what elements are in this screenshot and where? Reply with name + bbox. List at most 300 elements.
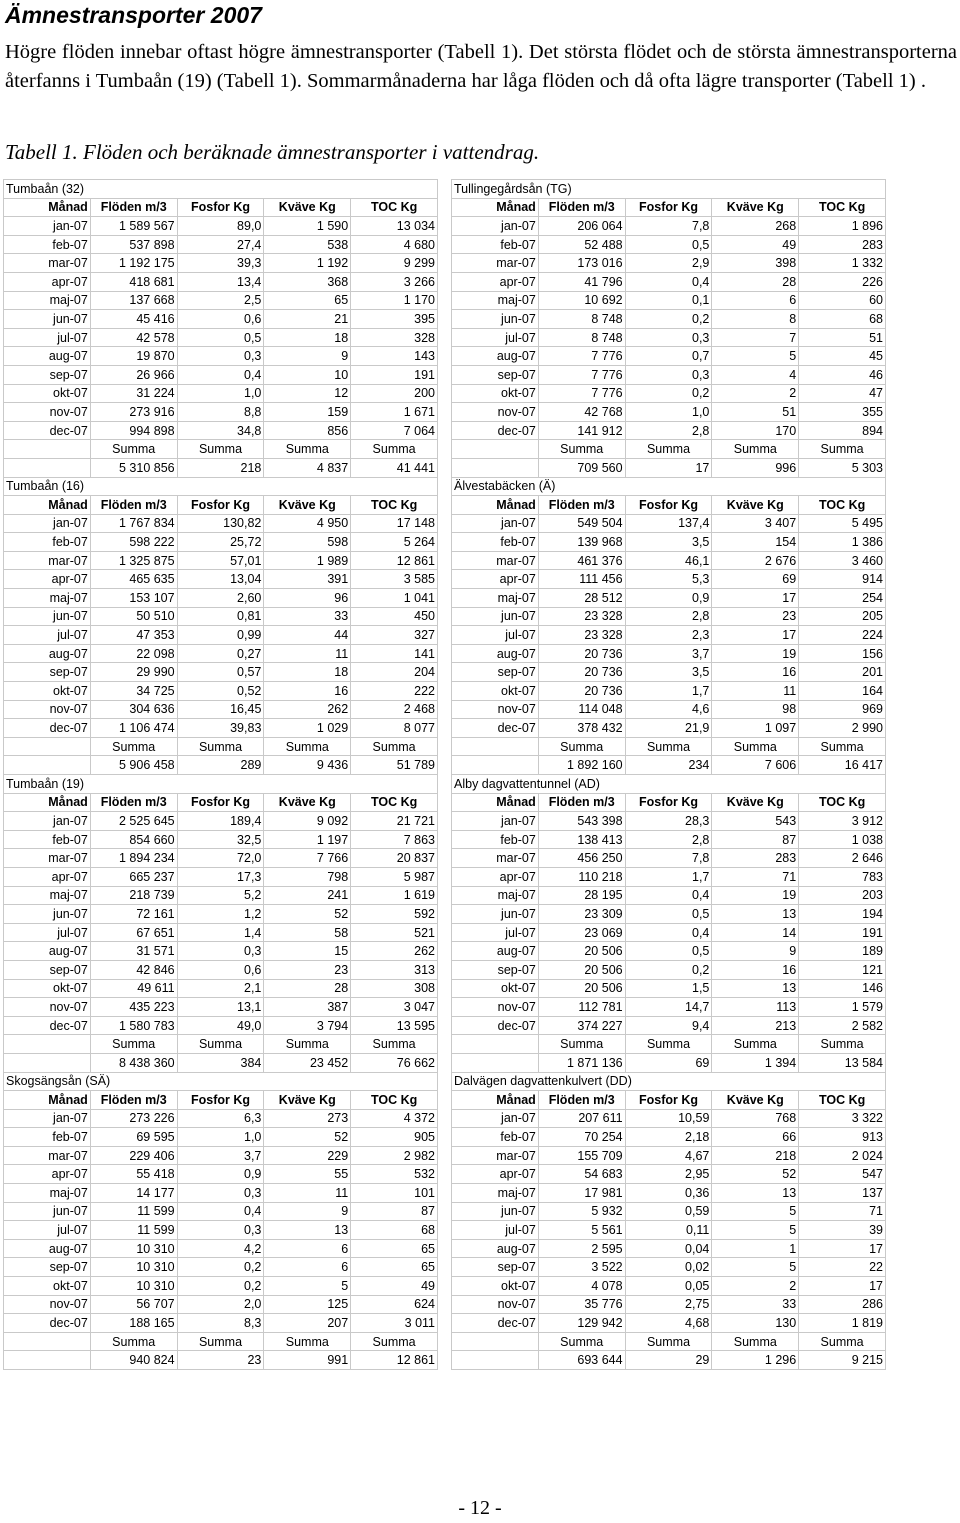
totals-row [452, 1351, 886, 1370]
summa-label: Summa [264, 737, 351, 756]
month-cell: maj-07 [4, 1184, 91, 1203]
value-cell: 27,4 [177, 235, 264, 254]
value-cell: 18 [264, 328, 351, 347]
value-cell: 229 [264, 1146, 351, 1165]
table-row [452, 905, 886, 924]
value-cell: 3 522 [538, 1258, 625, 1277]
value-cell: 4,68 [625, 1314, 712, 1333]
value-cell: 0,9 [177, 1165, 264, 1184]
table-title-row [4, 1072, 438, 1091]
value-cell: 2,9 [625, 254, 712, 273]
month-cell: jun-07 [452, 1202, 539, 1221]
table-row [4, 1239, 438, 1258]
value-cell: 42 846 [90, 960, 177, 979]
column-header: TOC Kg [351, 793, 438, 812]
value-cell: 0,4 [625, 272, 712, 291]
value-cell: 1 619 [351, 886, 438, 905]
table-row [4, 942, 438, 961]
value-cell: 2,8 [625, 421, 712, 440]
table-row [452, 923, 886, 942]
value-cell: 20 736 [538, 682, 625, 701]
value-cell: 4 950 [264, 514, 351, 533]
value-cell: 1,7 [625, 867, 712, 886]
month-cell: feb-07 [4, 1128, 91, 1147]
total-cell: 12 861 [351, 1351, 438, 1370]
total-cell: 996 [712, 458, 799, 477]
value-cell: 327 [351, 626, 438, 645]
table-row [4, 1221, 438, 1240]
month-cell: dec-07 [452, 1314, 539, 1333]
value-cell: 57,01 [177, 551, 264, 570]
value-cell: 0,5 [625, 235, 712, 254]
value-cell: 98 [712, 700, 799, 719]
value-cell: 450 [351, 607, 438, 626]
column-header: Flöden m/3 [90, 793, 177, 812]
table-row [4, 1258, 438, 1277]
month-cell: jan-07 [4, 1109, 91, 1128]
month-cell: apr-07 [452, 1165, 539, 1184]
value-cell: 17 981 [538, 1184, 625, 1203]
value-cell: 16 [712, 960, 799, 979]
summa-label: Summa [90, 1332, 177, 1351]
empty-cell [4, 756, 91, 775]
value-cell: 28 512 [538, 589, 625, 608]
summa-label: Summa [538, 1035, 625, 1054]
value-cell: 3 407 [712, 514, 799, 533]
column-header: Fosfor Kg [177, 496, 264, 515]
value-cell: 2 582 [799, 1016, 886, 1035]
summa-label: Summa [90, 737, 177, 756]
value-cell: 52 488 [538, 235, 625, 254]
value-cell: 798 [264, 867, 351, 886]
value-cell: 2,75 [625, 1295, 712, 1314]
value-cell: 5 264 [351, 533, 438, 552]
month-cell: okt-07 [452, 979, 539, 998]
value-cell: 22 [799, 1258, 886, 1277]
value-cell: 58 [264, 923, 351, 942]
value-cell: 2,3 [625, 626, 712, 645]
summa-label-row [4, 1035, 438, 1054]
value-cell: 173 016 [538, 254, 625, 273]
value-cell: 16,45 [177, 700, 264, 719]
table-row [452, 570, 886, 589]
value-cell: 3,7 [625, 644, 712, 663]
month-cell: jan-07 [4, 812, 91, 831]
value-cell: 4 078 [538, 1277, 625, 1296]
month-cell: feb-07 [4, 830, 91, 849]
table-row [452, 1239, 886, 1258]
table-row [452, 998, 886, 1017]
table-row [4, 347, 438, 366]
empty-cell [4, 1035, 91, 1054]
value-cell: 6,3 [177, 1109, 264, 1128]
value-cell: 21,9 [625, 719, 712, 738]
value-cell: 8 748 [538, 310, 625, 329]
value-cell: 286 [799, 1295, 886, 1314]
value-cell: 137,4 [625, 514, 712, 533]
value-cell: 1,0 [177, 1128, 264, 1147]
value-cell: 4 [712, 365, 799, 384]
value-cell: 0,5 [625, 905, 712, 924]
column-header: Kväve Kg [712, 496, 799, 515]
value-cell: 20 736 [538, 644, 625, 663]
header-row [452, 1091, 886, 1110]
value-cell: 0,99 [177, 626, 264, 645]
value-cell: 207 [264, 1314, 351, 1333]
summa-label-row [452, 1035, 886, 1054]
value-cell: 3 011 [351, 1314, 438, 1333]
value-cell: 9 [264, 1202, 351, 1221]
value-cell: 1,2 [177, 905, 264, 924]
value-cell: 10,59 [625, 1109, 712, 1128]
value-cell: 532 [351, 1165, 438, 1184]
value-cell: 39 [799, 1221, 886, 1240]
table-title: Tumbaån (32) [4, 180, 438, 199]
value-cell: 592 [351, 905, 438, 924]
total-cell: 289 [177, 756, 264, 775]
month-cell: apr-07 [452, 867, 539, 886]
value-cell: 52 [264, 905, 351, 924]
value-cell: 854 660 [90, 830, 177, 849]
month-cell: sep-07 [452, 1258, 539, 1277]
empty-cell [4, 1332, 91, 1351]
value-cell: 0,2 [625, 960, 712, 979]
value-cell: 17 [799, 1239, 886, 1258]
table-title: Skogsängsån (SÄ) [4, 1072, 438, 1091]
table-row [4, 960, 438, 979]
summa-label: Summa [177, 1332, 264, 1351]
table-title: Älvestabäcken (Ä) [452, 477, 886, 496]
value-cell: 114 048 [538, 700, 625, 719]
month-cell: mar-07 [4, 849, 91, 868]
value-cell: 19 [712, 886, 799, 905]
value-cell: 856 [264, 421, 351, 440]
value-cell: 2,60 [177, 589, 264, 608]
column-header: Fosfor Kg [625, 496, 712, 515]
value-cell: 224 [799, 626, 886, 645]
value-cell: 12 [264, 384, 351, 403]
value-cell: 129 942 [538, 1314, 625, 1333]
value-cell: 7 776 [538, 347, 625, 366]
value-cell: 768 [712, 1109, 799, 1128]
value-cell: 26 966 [90, 365, 177, 384]
month-cell: jan-07 [452, 812, 539, 831]
value-cell: 156 [799, 644, 886, 663]
month-cell: aug-07 [452, 347, 539, 366]
month-cell: mar-07 [4, 1146, 91, 1165]
table-row [4, 719, 438, 738]
value-cell: 23 [264, 960, 351, 979]
value-cell: 2,95 [625, 1165, 712, 1184]
table-row [4, 867, 438, 886]
table-row [452, 1184, 886, 1203]
value-cell: 1 894 234 [90, 849, 177, 868]
value-cell: 0,57 [177, 663, 264, 682]
totals-row [452, 458, 886, 477]
header-row [452, 793, 886, 812]
value-cell: 154 [712, 533, 799, 552]
value-cell: 4,2 [177, 1239, 264, 1258]
month-cell: jul-07 [452, 923, 539, 942]
month-cell: aug-07 [452, 644, 539, 663]
totals-row [452, 756, 886, 775]
value-cell: 33 [712, 1295, 799, 1314]
table-row [4, 533, 438, 552]
value-cell: 11 [712, 682, 799, 701]
summa-label-row [452, 737, 886, 756]
table-row [4, 849, 438, 868]
value-cell: 5,3 [625, 570, 712, 589]
column-header: Månad [4, 496, 91, 515]
month-cell: nov-07 [452, 700, 539, 719]
value-cell: 20 837 [351, 849, 438, 868]
value-cell: 1,5 [625, 979, 712, 998]
value-cell: 0,9 [625, 589, 712, 608]
value-cell: 969 [799, 700, 886, 719]
table-row [4, 979, 438, 998]
value-cell: 20 506 [538, 979, 625, 998]
value-cell: 1 589 567 [90, 217, 177, 236]
table-row [452, 663, 886, 682]
value-cell: 7,8 [625, 849, 712, 868]
empty-cell [452, 1053, 539, 1072]
table-row [452, 272, 886, 291]
value-cell: 23 069 [538, 923, 625, 942]
value-cell: 13,04 [177, 570, 264, 589]
value-cell: 1 580 783 [90, 1016, 177, 1035]
total-cell: 9 215 [799, 1351, 886, 1370]
value-cell: 395 [351, 310, 438, 329]
total-cell: 23 452 [264, 1053, 351, 1072]
table-row [452, 310, 886, 329]
value-cell: 7 776 [538, 384, 625, 403]
table-row [4, 514, 438, 533]
total-cell: 709 560 [538, 458, 625, 477]
value-cell: 0,3 [625, 328, 712, 347]
table-title: Tumbaån (19) [4, 775, 438, 794]
value-cell: 398 [712, 254, 799, 273]
value-cell: 1 896 [799, 217, 886, 236]
value-cell: 0,1 [625, 291, 712, 310]
table-row [452, 384, 886, 403]
month-cell: feb-07 [452, 1128, 539, 1147]
month-cell: maj-07 [4, 291, 91, 310]
empty-cell [452, 440, 539, 459]
month-cell: jan-07 [4, 514, 91, 533]
value-cell: 13 034 [351, 217, 438, 236]
value-cell: 201 [799, 663, 886, 682]
month-cell: jun-07 [452, 310, 539, 329]
value-cell: 0,59 [625, 1202, 712, 1221]
month-cell: jul-07 [4, 626, 91, 645]
value-cell: 112 781 [538, 998, 625, 1017]
table-title-row [4, 477, 438, 496]
value-cell: 12 861 [351, 551, 438, 570]
value-cell: 46 [799, 365, 886, 384]
value-cell: 6 [264, 1258, 351, 1277]
value-cell: 1 [712, 1239, 799, 1258]
value-cell: 137 [799, 1184, 886, 1203]
value-cell: 218 739 [90, 886, 177, 905]
value-cell: 1 097 [712, 719, 799, 738]
value-cell: 47 353 [90, 626, 177, 645]
column-header: TOC Kg [799, 1091, 886, 1110]
summa-label: Summa [90, 440, 177, 459]
value-cell: 11 [264, 1184, 351, 1203]
value-cell: 23 309 [538, 905, 625, 924]
empty-cell [452, 756, 539, 775]
value-cell: 28,3 [625, 812, 712, 831]
value-cell: 68 [351, 1221, 438, 1240]
month-cell: nov-07 [4, 1295, 91, 1314]
value-cell: 203 [799, 886, 886, 905]
month-cell: nov-07 [452, 1295, 539, 1314]
value-cell: 268 [712, 217, 799, 236]
header-row [4, 496, 438, 515]
month-cell: jan-07 [452, 217, 539, 236]
table-row [4, 1184, 438, 1203]
column-header: Fosfor Kg [625, 1091, 712, 1110]
table-row [4, 812, 438, 831]
month-cell: aug-07 [452, 1239, 539, 1258]
table-row [4, 310, 438, 329]
value-cell: 10 310 [90, 1258, 177, 1277]
value-cell: 1 579 [799, 998, 886, 1017]
month-cell: aug-07 [452, 942, 539, 961]
value-cell: 2,1 [177, 979, 264, 998]
value-cell: 1 170 [351, 291, 438, 310]
value-cell: 65 [351, 1239, 438, 1258]
value-cell: 598 [264, 533, 351, 552]
value-cell: 1 989 [264, 551, 351, 570]
table-row [452, 1128, 886, 1147]
value-cell: 44 [264, 626, 351, 645]
table-row [4, 607, 438, 626]
table-row [452, 1202, 886, 1221]
table-row [452, 1295, 886, 1314]
value-cell: 1,7 [625, 682, 712, 701]
column-header: TOC Kg [799, 793, 886, 812]
total-cell: 1 394 [712, 1053, 799, 1072]
table-row [4, 905, 438, 924]
value-cell: 23 [712, 607, 799, 626]
value-cell: 34 725 [90, 682, 177, 701]
month-cell: jan-07 [452, 514, 539, 533]
header-row [452, 198, 886, 217]
column-header: TOC Kg [351, 1091, 438, 1110]
column-header: Kväve Kg [264, 1091, 351, 1110]
value-cell: 14 177 [90, 1184, 177, 1203]
value-cell: 1 325 875 [90, 551, 177, 570]
total-cell: 218 [177, 458, 264, 477]
value-cell: 1,0 [625, 403, 712, 422]
table-row [4, 551, 438, 570]
value-cell: 2 676 [712, 551, 799, 570]
month-cell: dec-07 [452, 719, 539, 738]
value-cell: 465 635 [90, 570, 177, 589]
total-cell: 51 789 [351, 756, 438, 775]
table-row [4, 1295, 438, 1314]
value-cell: 543 [712, 812, 799, 831]
column-header: Månad [452, 1091, 539, 1110]
summa-label: Summa [538, 737, 625, 756]
value-cell: 391 [264, 570, 351, 589]
totals-row [4, 1351, 438, 1370]
value-cell: 0,4 [625, 923, 712, 942]
total-cell: 4 837 [264, 458, 351, 477]
value-cell: 7 766 [264, 849, 351, 868]
value-cell: 6 [264, 1239, 351, 1258]
summa-label: Summa [177, 737, 264, 756]
intro-paragraph: Högre flöden innebar oftast högre ämnestransporter (Tabell 1). Det största flödet och de största ämnestransporterna återfanns i Tumbaån (19) (Tabell 1). Sommarmånaderna har låga flöden och då ofta lägre transporter (Tabell 1) . [5, 41, 957, 92]
month-cell: mar-07 [452, 551, 539, 570]
empty-cell [4, 440, 91, 459]
month-cell: sep-07 [452, 663, 539, 682]
value-cell: 1 590 [264, 217, 351, 236]
value-cell: 52 [264, 1128, 351, 1147]
month-cell: feb-07 [452, 533, 539, 552]
table-row [452, 1109, 886, 1128]
value-cell: 31 571 [90, 942, 177, 961]
empty-cell [452, 1351, 539, 1370]
value-cell: 2,0 [177, 1295, 264, 1314]
value-cell: 2 [712, 384, 799, 403]
value-cell: 49 [712, 235, 799, 254]
header-row [452, 496, 886, 515]
table-row [4, 1016, 438, 1035]
value-cell: 42 768 [538, 403, 625, 422]
month-cell: apr-07 [4, 867, 91, 886]
value-cell: 47 [799, 384, 886, 403]
data-table [451, 179, 886, 1370]
month-cell: apr-07 [4, 272, 91, 291]
value-cell: 229 406 [90, 1146, 177, 1165]
value-cell: 0,4 [177, 365, 264, 384]
value-cell: 218 [712, 1146, 799, 1165]
value-cell: 378 432 [538, 719, 625, 738]
summa-label: Summa [264, 1332, 351, 1351]
month-cell: okt-07 [452, 384, 539, 403]
value-cell: 87 [351, 1202, 438, 1221]
value-cell: 7 863 [351, 830, 438, 849]
value-cell: 13 [264, 1221, 351, 1240]
value-cell: 537 898 [90, 235, 177, 254]
value-cell: 598 222 [90, 533, 177, 552]
table-row [4, 923, 438, 942]
value-cell: 222 [351, 682, 438, 701]
value-cell: 45 416 [90, 310, 177, 329]
table-row [4, 254, 438, 273]
value-cell: 18 [264, 663, 351, 682]
value-cell: 1 038 [799, 830, 886, 849]
value-cell: 1 106 474 [90, 719, 177, 738]
month-cell: mar-07 [452, 1146, 539, 1165]
value-cell: 5,2 [177, 886, 264, 905]
value-cell: 5 932 [538, 1202, 625, 1221]
summa-label: Summa [351, 1035, 438, 1054]
value-cell: 3 322 [799, 1109, 886, 1128]
table-row [4, 235, 438, 254]
value-cell: 387 [264, 998, 351, 1017]
month-cell: sep-07 [4, 365, 91, 384]
value-cell: 22 098 [90, 644, 177, 663]
value-cell: 17,3 [177, 867, 264, 886]
summa-label-row [4, 1332, 438, 1351]
value-cell: 125 [264, 1295, 351, 1314]
month-cell: maj-07 [452, 886, 539, 905]
summa-label: Summa [712, 1035, 799, 1054]
value-cell: 11 [264, 644, 351, 663]
